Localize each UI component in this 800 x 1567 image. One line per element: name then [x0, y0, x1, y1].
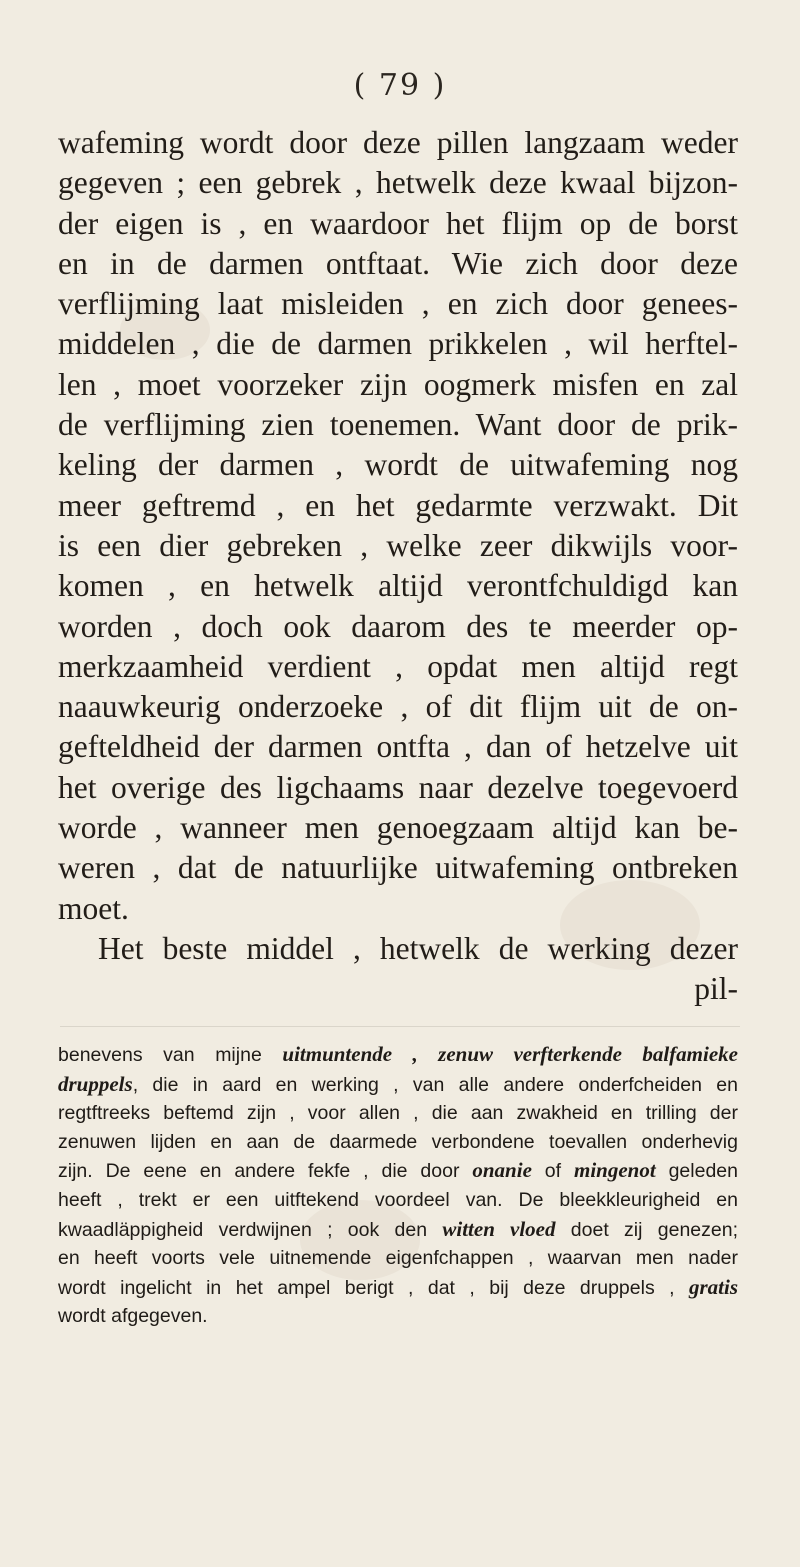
product-name-emphasis: uitmuntende , zenuw verfterkende balfamieke — [282, 1042, 738, 1066]
text-line: het overige des ligchaams naar dezelve toegevoerd — [58, 769, 738, 805]
text-line: keling der darmen , wordt de uitwafeming nog — [58, 447, 738, 483]
product-name-emphasis: druppels — [58, 1071, 133, 1096]
text-line: weren , dat de natuurlijke uitwafeming ontbreken — [58, 850, 738, 886]
text-line: len , moet voorzeker zijn oogmerk misfen en zal — [58, 366, 738, 402]
text-line: is een dier gebreken , welke zeer dikwijls voor- — [58, 527, 738, 563]
text-line: gefteldheid der darmen ontfta , dan of hetzelve uit — [58, 729, 738, 765]
notice-line — [58, 1156, 738, 1186]
text-line: worden , doch ook daarom des te meerder op- — [58, 608, 738, 644]
text-line: meer geftremd , en het gedarmte verzwakt. Dit — [58, 487, 738, 523]
notice-text: , die in aard en werking , van alle andere onderfcheiden en — [132, 1073, 738, 1096]
notice-text: of — [531, 1160, 574, 1183]
section-divider — [60, 1026, 740, 1027]
advertisement-notice — [58, 1040, 738, 1331]
text-line: komen , en hetwelk altijd verontfchuldigd kan — [58, 568, 738, 604]
notice-text: benevens van mijne — [58, 1044, 283, 1066]
emphasis-text: onanie — [472, 1158, 532, 1183]
notice-line: regtftreeks beftemd zijn , voor allen , die aan zwakheid en trilling der — [58, 1102, 738, 1125]
text-line: verflijming laat misleiden , en zich door genees- — [58, 286, 738, 322]
notice-line: zenuwen lijden en aan de daarmede verbondene toevallen onderhevig — [58, 1130, 738, 1153]
catchword: pil- — [694, 971, 738, 1007]
notice-text: zijn. De eene en andere fekfe , die door — [58, 1160, 473, 1183]
text-line: de verflijming zien toenemen. Want door de prik- — [58, 407, 738, 443]
notice-line — [58, 1273, 738, 1303]
notice-line — [58, 1070, 738, 1100]
text-line: gegeven ; een gebrek , hetwelk deze kwaal bijzon- — [58, 165, 738, 201]
paragraph-opening-line: Het beste middel , hetwelk de werking dezer — [98, 930, 738, 966]
emphasis-text: mingenot — [573, 1158, 656, 1183]
notice-line — [58, 1040, 738, 1070]
page-number: ( 79 ) — [353, 68, 447, 103]
emphasis-text: gratis — [688, 1274, 738, 1299]
text-line: merkzaamheid verdient , opdat men altijd regt — [58, 648, 738, 684]
notice-text: geleden — [655, 1160, 738, 1183]
notice-line — [58, 1215, 738, 1245]
text-line: en in de darmen ontftaat. Wie zich door deze — [58, 245, 738, 281]
notice-line: heeft , trekt er een uitftekend voordeel van. De bleekkleurigheid en — [58, 1188, 738, 1211]
notice-text: kwaadläppigheid verdwijnen ; ook den — [58, 1218, 443, 1241]
notice-line: en heeft voorts vele uitnemende eigenfchappen , waarvan men nader — [58, 1247, 738, 1270]
text-line: naauwkeurig onderzoeke , of dit flijm uit de on- — [58, 689, 738, 725]
text-line: wafeming wordt door deze pillen langzaam weder — [58, 125, 738, 160]
text-line: middelen , die de darmen prikkelen , wil herftel- — [58, 326, 738, 362]
text-line: worde , wanneer men genoegzaam altijd kan be- — [58, 810, 738, 846]
notice-line: wordt afgegeven. — [58, 1305, 208, 1328]
emphasis-text: witten vloed — [442, 1216, 556, 1241]
notice-text: wordt ingelicht in het ampel berigt , dat , bij deze druppels , — [58, 1276, 689, 1299]
text-line: der eigen is , en waardoor het flijm op de borst — [58, 205, 738, 241]
text-line: moet. — [58, 890, 129, 926]
notice-text: doet zij genezen; — [555, 1218, 738, 1241]
body-text — [58, 123, 738, 1010]
